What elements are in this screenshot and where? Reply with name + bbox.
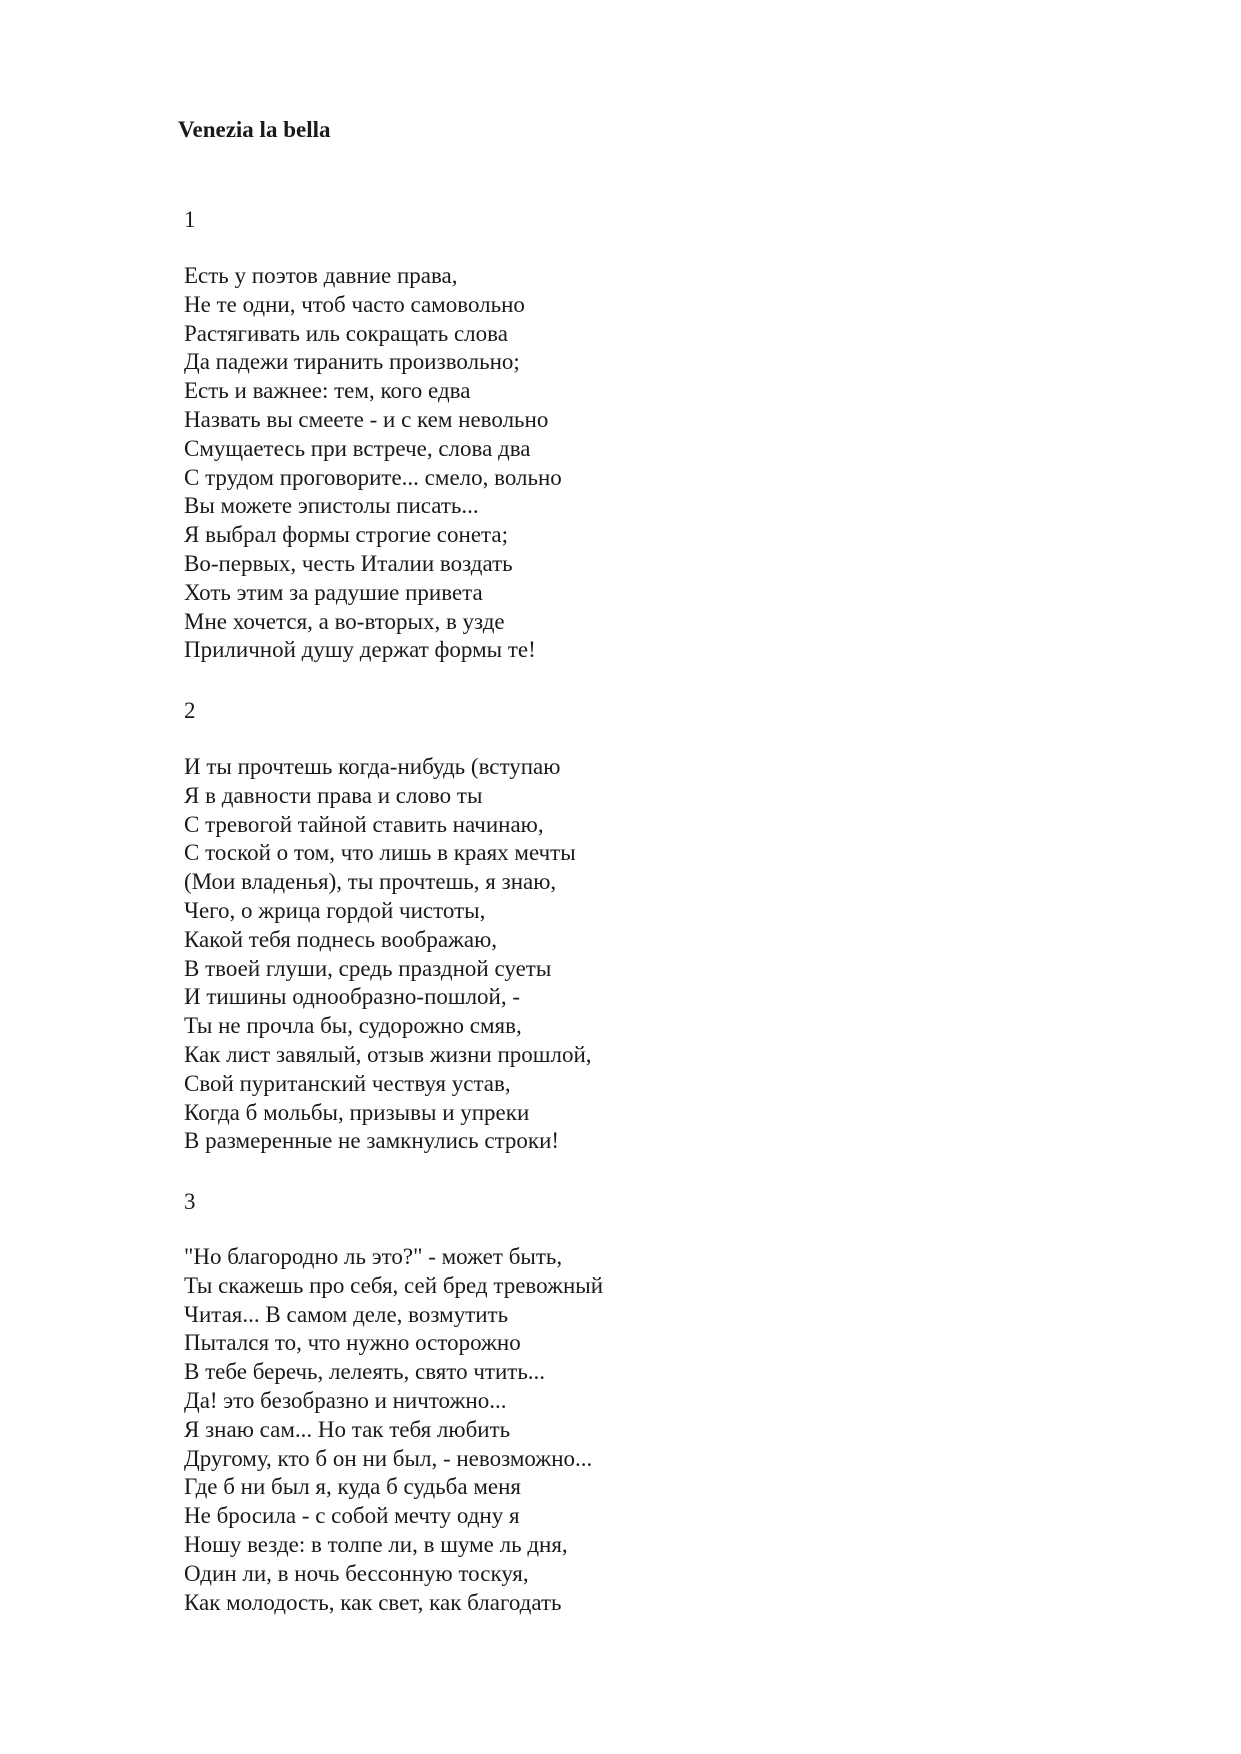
poem-line: С тревогой тайной ставить начинаю, xyxy=(184,811,544,837)
poem-line: С трудом проговорите... смело, вольно xyxy=(184,464,562,490)
poem-line: Когда б мольбы, призывы и упреки xyxy=(184,1099,530,1125)
poem-line: Ты не прочла бы, судорожно смяв, xyxy=(184,1013,522,1039)
poem-line: Чего, о жрица гордой чистоты, xyxy=(184,897,486,923)
poem-line: Как лист завялый, отзыв жизни прошлой, xyxy=(184,1041,592,1067)
poem-line: Я знаю сам... Но так тебя любить xyxy=(184,1416,511,1442)
poem-line: Я в давности права и слово ты xyxy=(184,782,483,808)
poem-line: Где б ни был я, куда б судьба меня xyxy=(184,1474,521,1500)
poem-line: В твоей глуши, средь праздной суеты xyxy=(184,955,552,981)
poem-line: Вы можете эпистолы писать... xyxy=(184,493,479,519)
poem-line: Растягивать иль сокращать слова xyxy=(184,320,508,346)
poem-line: Я выбрал формы строгие сонета; xyxy=(184,522,508,548)
stanza-3 xyxy=(184,1243,603,1617)
poem-line: Не те одни, чтоб часто самовольно xyxy=(184,291,525,317)
poem-line: И ты прочтешь когда-нибудь (вступаю xyxy=(184,754,561,779)
poem-line: Смущаетесь при встрече, слова два xyxy=(184,435,531,461)
poem-line: Как молодость, как свет, как благодать xyxy=(184,1589,562,1615)
poem-line: Читая... В самом деле, возмутить xyxy=(184,1301,509,1327)
poem-line: Да! это безобразно и ничтожно... xyxy=(184,1387,507,1413)
poem-line: Есть у поэтов давние права, xyxy=(184,263,458,288)
poem-line: "Но благородно ль это?" - может быть, xyxy=(184,1244,563,1269)
stanza-2 xyxy=(184,753,592,1156)
poem-line: Во-первых, честь Италии воздать xyxy=(184,550,513,576)
document-title: Venezia la bella xyxy=(178,117,331,142)
poem-line: Хоть этим за радушие привета xyxy=(184,579,483,605)
poem-line: Мне хочется, а во-вторых, в узде xyxy=(184,608,505,634)
poem-line: Ношу везде: в толпе ли, в шуме ль дня, xyxy=(184,1531,568,1557)
section-number-1: 1 xyxy=(184,207,196,232)
poem-line: Один ли, в ночь бессонную тоскуя, xyxy=(184,1560,529,1586)
poem-line: Приличной душу держат формы те! xyxy=(184,637,536,663)
poem-line: Пытался то, что нужно осторожно xyxy=(184,1330,521,1356)
poem-line: В размеренные не замкнулись строки! xyxy=(184,1128,560,1154)
section-number-3: 3 xyxy=(184,1189,196,1214)
poem-line: Свой пуританский чествуя устав, xyxy=(184,1070,511,1096)
poem-line: Другому, кто б он ни был, - невозможно... xyxy=(184,1445,593,1471)
poem-line: Какой тебя поднесь воображаю, xyxy=(184,926,498,952)
stanza-1 xyxy=(184,262,562,665)
poem-line: И тишины однообразно-пошлой, - xyxy=(184,984,521,1010)
poem-line: Назвать вы смеете - и с кем невольно xyxy=(184,406,549,432)
poem-line: В тебе беречь, лелеять, свято чтить... xyxy=(184,1359,546,1385)
poem-line: Не бросила - с собой мечту одну я xyxy=(184,1503,520,1529)
poem-line: Ты скажешь про себя, сей бред тревожный xyxy=(184,1272,604,1298)
poem-line: (Мои владенья), ты прочтешь, я знаю, xyxy=(184,869,557,895)
poem-line: С тоской о том, что лишь в краях мечты xyxy=(184,840,576,866)
poem-line: Есть и важнее: тем, кого едва xyxy=(184,378,471,404)
section-number-2: 2 xyxy=(184,698,196,723)
poem-line: Да падежи тиранить произвольно; xyxy=(184,349,520,375)
